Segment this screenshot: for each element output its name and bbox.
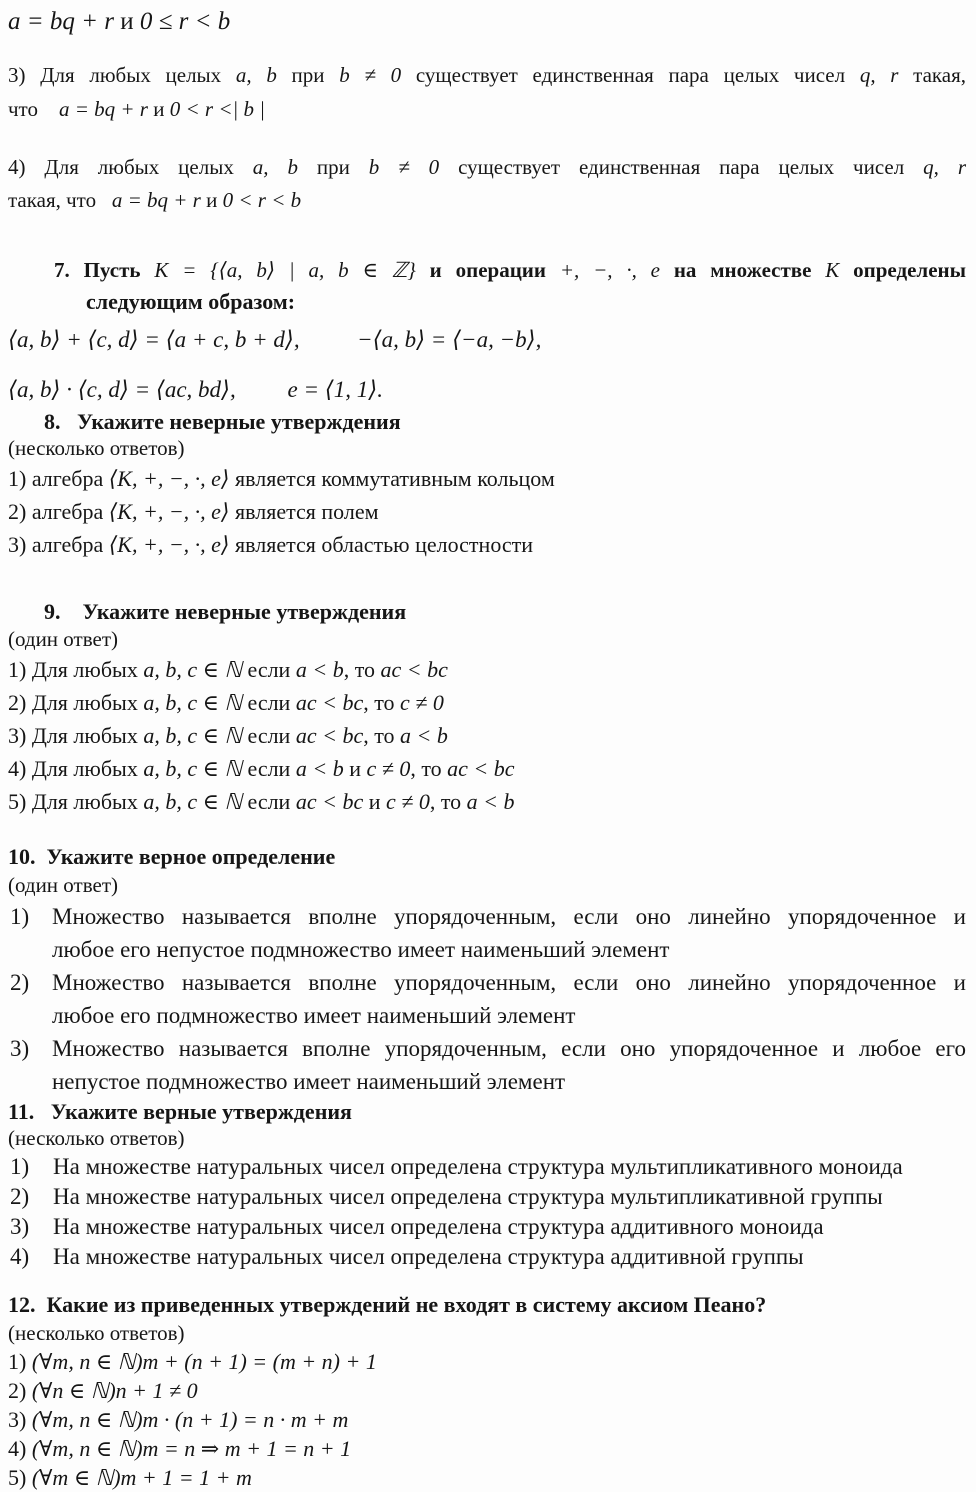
text-segment: a, b, c ∈ ℕ (143, 789, 242, 814)
text-segment: 1) (8, 1349, 32, 1374)
option-text: На множестве натуральных чисел определена структура аддитивного моноида (53, 1214, 824, 1239)
text-segment: b ≠ 0 (368, 155, 440, 179)
text-segment: 3) Для любых целых (8, 63, 236, 87)
text-segment: 4) Для любых целых (8, 155, 253, 179)
text-segment: 0 < r <| b | (169, 97, 266, 121)
text-segment: 1) алгебра (8, 466, 109, 491)
text-segment: ac < bc (380, 657, 448, 682)
text-segment: 2) алгебра (8, 499, 109, 524)
question-10-option-2 (8, 966, 966, 1032)
question-8-option-2 (8, 495, 966, 528)
text-segment: ac < bc (447, 756, 515, 781)
text-segment: a, b (235, 63, 277, 87)
question-12-option-3 (8, 1405, 966, 1434)
text-segment: e = ⟨1, 1⟩. (287, 377, 383, 402)
question-11 (8, 1098, 966, 1272)
text-segment: 1) Для любых (8, 657, 144, 682)
text-segment: a, b (252, 155, 298, 179)
text-segment: является коммутативным кольцом (229, 466, 555, 491)
text-segment: если (242, 789, 296, 814)
option-number: 3) (10, 1214, 30, 1239)
text-segment: a, b, c ∈ ℕ (143, 690, 242, 715)
option-number: 3) (10, 1036, 30, 1061)
text-segment: ⟨K, +, −, ·, e⟩ (108, 499, 230, 524)
text-segment: ⟨a, b⟩ + ⟨c, d⟩ = ⟨a + c, b + d⟩, (8, 327, 300, 352)
text-segment: 3) алгебра (8, 532, 109, 557)
text-segment: 2) Для любых (8, 690, 144, 715)
question-8-subtitle: (несколько ответов) (8, 436, 185, 460)
text-segment: a < b (295, 657, 344, 682)
question-7-header-line-1 (54, 254, 966, 286)
text-segment: a = bq + r (58, 97, 148, 121)
text-segment: и операции (415, 258, 560, 282)
text-segment: ac < bc (295, 723, 364, 748)
question-9-header: 9. Укажите неверные утверждения (44, 599, 407, 624)
text-segment: ac < bc (295, 789, 364, 814)
question-8-option-1 (8, 462, 966, 495)
question-7-formula-line-1 (8, 321, 966, 359)
text-segment: 0 < r < b (222, 188, 302, 212)
question-10-subtitle: (один ответ) (8, 873, 118, 897)
text-segment: a = bq + r (8, 8, 114, 35)
question-9-option-5 (8, 785, 966, 818)
option-line-2: любое его подмножество имеет наименьший элемент (52, 1003, 576, 1028)
question-11-option-1 (8, 1152, 966, 1182)
intro-formula (8, 4, 966, 40)
text-segment: a < b (400, 723, 448, 748)
text-segment: (∀m, n ∈ ℕ)m + (n + 1) = (m + n) + 1 (31, 1349, 377, 1374)
option-number: 4) (10, 1244, 30, 1269)
text-segment: 5) (8, 1465, 32, 1490)
text-segment: и (343, 756, 367, 781)
question-12 (8, 1291, 966, 1492)
question-9-option-1 (8, 653, 966, 686)
statement-item-3 (8, 59, 966, 127)
question-12-header: 12. Какие из приведенных утверждений не входят в систему аксиом Пеано? (8, 1292, 767, 1317)
text-segment: и (147, 97, 170, 121)
text-segment: c ≠ 0 (366, 756, 411, 781)
question-11-option-2 (8, 1182, 966, 1212)
text-segment: 3) (8, 1407, 32, 1432)
question-12-option-4 (8, 1434, 966, 1463)
text-segment: 4) Для любых (8, 756, 144, 781)
text-segment: 0 ≤ r < b (139, 8, 231, 35)
text-segment: , то (343, 657, 381, 682)
question-12-subtitle: (несколько ответов) (8, 1321, 185, 1345)
statement-3-line-2 (8, 92, 966, 127)
statement-item-4 (8, 151, 966, 217)
option-number: 2) (10, 970, 30, 995)
text-segment: a < b (295, 756, 344, 781)
text-segment: c ≠ 0 (400, 690, 444, 715)
text-segment: и (363, 789, 386, 814)
text-segment: является полем (229, 499, 379, 524)
question-9-option-4 (8, 752, 966, 785)
text-segment: a = bq + r (111, 188, 201, 212)
option-line-1: Множество называется вполне упорядоченным, если оно линейно упорядоченное и (52, 970, 966, 995)
text-segment: −⟨a, b⟩ = ⟨−a, −b⟩, (357, 327, 542, 352)
question-10-option-3 (8, 1032, 966, 1098)
question-10 (8, 843, 966, 1098)
text-segment: q, r (923, 155, 967, 179)
text-segment (70, 258, 84, 282)
text-segment: такая, что (8, 188, 112, 212)
statement-4-line-2 (8, 184, 966, 217)
text-segment: q, r (859, 63, 899, 87)
text-segment: ⟨K, +, −, ·, e⟩ (108, 532, 230, 557)
option-text: На множестве натуральных чисел определена структура аддитивной группы (53, 1244, 804, 1269)
text-segment: Пусть (83, 258, 155, 282)
option-line-2: непустое подмножество имеет наименьший элемент (52, 1069, 566, 1094)
text-segment: и (113, 8, 140, 35)
option-text: На множестве натуральных чисел определена структура мультипликативной группы (53, 1184, 883, 1209)
text-segment: a, b, c ∈ ℕ (143, 657, 242, 682)
text-segment: K = {⟨a, b⟩ | a, b ∈ ℤ} (154, 258, 416, 282)
text-segment: b ≠ 0 (339, 63, 402, 87)
text-segment: a, b, c ∈ ℕ (143, 723, 242, 748)
text-segment: существует единственная пара целых чисел (439, 155, 924, 179)
text-segment: , то (410, 756, 448, 781)
text-segment: является областью целостности (229, 532, 534, 557)
question-10-option-1 (8, 900, 966, 966)
option-line-1: Множество называется вполне упорядоченным, если оно упорядоченное и любое его (52, 1036, 966, 1061)
text-segment: 4) (8, 1436, 32, 1461)
text-segment: на множестве (659, 258, 826, 282)
text-segment: , то (429, 789, 467, 814)
text-segment: ac < bc (295, 690, 364, 715)
question-11-header: 11. Укажите верные утверждения (8, 1099, 352, 1124)
text-segment: c ≠ 0 (386, 789, 430, 814)
text-segment: (∀n ∈ ℕ)n + 1 ≠ 0 (31, 1378, 198, 1403)
question-9-option-2 (8, 686, 966, 719)
question-11-subtitle: (несколько ответов) (8, 1126, 185, 1150)
text-segment: что (8, 97, 59, 121)
statement-4-line-1 (8, 151, 966, 184)
text-segment: 2) (8, 1378, 32, 1403)
text-segment: при (276, 63, 340, 87)
question-7 (8, 254, 966, 409)
question-8 (8, 409, 966, 561)
text-segment (300, 327, 358, 352)
question-12-option-2 (8, 1376, 966, 1405)
text-segment: (∀m ∈ ℕ)m + 1 = 1 + m (31, 1465, 252, 1490)
text-segment: определены (839, 258, 967, 282)
option-number: 2) (10, 1184, 30, 1209)
question-11-option-4 (8, 1242, 966, 1272)
question-9-subtitle: (один ответ) (8, 627, 118, 651)
text-segment: если (242, 756, 296, 781)
question-12-option-5 (8, 1463, 966, 1492)
question-12-option-1 (8, 1347, 966, 1376)
text-segment: если (242, 657, 296, 682)
text-segment: K (825, 258, 840, 282)
text-segment: и (200, 188, 223, 212)
text-segment (236, 377, 288, 402)
question-8-header: 8. Укажите неверные утверждения (44, 409, 401, 434)
option-line-1: Множество называется вполне упорядоченным, если оно линейно упорядоченное и (52, 904, 966, 929)
text-segment: 7. (54, 258, 70, 282)
text-segment: 5) Для любых (8, 789, 144, 814)
text-segment: ⟨a, b⟩ · ⟨c, d⟩ = ⟨ac, bd⟩, (8, 377, 236, 402)
text-segment: , то (363, 723, 401, 748)
question-10-header: 10. Укажите верное определение (8, 844, 336, 869)
text-segment: , то (363, 690, 401, 715)
question-7-formula-line-2 (8, 371, 966, 409)
text-segment: такая, (898, 63, 967, 87)
question-11-option-3 (8, 1212, 966, 1242)
option-line-2: любое его непустое подмножество имеет наименьший элемент (52, 937, 670, 962)
question-9 (8, 598, 966, 818)
text-segment: существует единственная пара целых чисел (401, 63, 860, 87)
text-segment: 3) Для любых (8, 723, 144, 748)
question-8-option-3 (8, 528, 966, 561)
option-number: 1) (10, 1154, 30, 1179)
question-7-header-line-2: следующим образом: (86, 289, 296, 314)
text-segment: если (242, 723, 296, 748)
text-segment: a, b, c ∈ ℕ (143, 756, 242, 781)
text-segment: +, −, ·, e (559, 258, 660, 282)
text-segment: если (242, 690, 296, 715)
statement-3-line-1 (8, 59, 966, 92)
question-9-option-3 (8, 719, 966, 752)
text-segment: a < b (466, 789, 515, 814)
text-segment: ⟨K, +, −, ·, e⟩ (108, 466, 230, 491)
option-text: На множестве натуральных чисел определена структура мультипликативного моноида (53, 1154, 903, 1179)
text-segment: при (297, 155, 369, 179)
text-segment: (∀m, n ∈ ℕ)m = n ⇒ m + 1 = n + 1 (31, 1436, 352, 1461)
option-number: 1) (10, 904, 30, 929)
text-segment: (∀m, n ∈ ℕ)m · (n + 1) = n · m + m (31, 1407, 349, 1432)
